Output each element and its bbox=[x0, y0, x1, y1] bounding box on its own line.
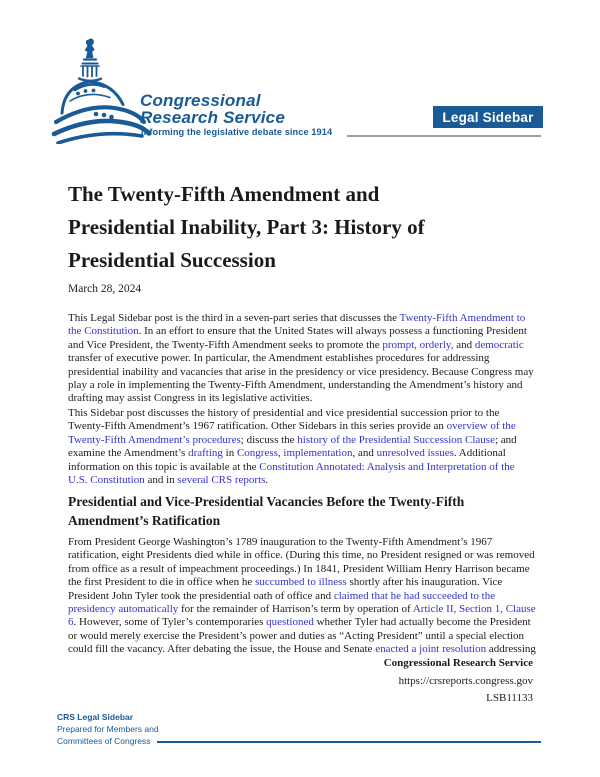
inline-link[interactable]: prompt, bbox=[382, 338, 417, 351]
inline-link[interactable]: questioned bbox=[266, 616, 314, 629]
org-line2: Research Service bbox=[140, 108, 285, 127]
legal-sidebar-badge: Legal Sidebar bbox=[433, 106, 543, 128]
inline-link[interactable]: several CRS reports bbox=[177, 474, 266, 487]
series-overview-paragraph bbox=[68, 407, 536, 487]
publication-date: March 28, 2024 bbox=[68, 283, 142, 295]
report-number: LSB11133 bbox=[486, 692, 533, 704]
paragraph-text: . Additional information on this topic is available at the bbox=[68, 447, 506, 473]
paragraph-text: . However, some of Tyler’s contemporaries bbox=[73, 616, 267, 629]
paragraph-text: . bbox=[265, 474, 269, 487]
product-line1: Prepared for Members and bbox=[57, 724, 159, 734]
inline-link[interactable]: Constitution Annotated: Analysis and Interpretation of the U.S. Constitution bbox=[68, 460, 515, 487]
inline-link[interactable]: Twenty-Fifth Amendment to the Constitution bbox=[68, 312, 526, 338]
inline-link[interactable]: enacted a joint resolution bbox=[375, 643, 487, 656]
capitol-dome-icon bbox=[38, 36, 153, 144]
header-divider bbox=[347, 135, 541, 137]
history-paragraph bbox=[68, 536, 536, 657]
intro-paragraph bbox=[68, 312, 536, 406]
paragraph-text: From President George Washington’s 1789 inauguration to the Twenty-Fifth Amendment’s 1967 ratification, eight Presidents died while in office. (During this time, no President resigned or was removed from office as a result of impeachment proceedings.) In 1841, President William Henry Harrison became the first President to die in office when he bbox=[68, 536, 535, 589]
title-line: Presidential Inability, Part 3: History of bbox=[68, 215, 425, 239]
statue-of-freedom bbox=[85, 38, 95, 58]
paragraph-text: This Sidebar post discusses the history of presidential and vice presidential succession prior to the Twenty-Fifth Amendment’s 1967 ratification. Other Sidebars in this series provide an bbox=[68, 407, 500, 433]
page-title bbox=[68, 178, 568, 277]
inline-link[interactable]: Article II, Section 1, Clause 6 bbox=[68, 603, 536, 629]
paragraph-text: in bbox=[222, 447, 237, 460]
paragraph-text: , bbox=[277, 447, 284, 460]
paragraph-text: , and bbox=[352, 447, 377, 460]
paragraph-text: This Legal Sidebar post is the third in a seven-part series that discusses the bbox=[68, 312, 400, 324]
inline-link[interactable]: democratic bbox=[474, 338, 524, 351]
footer-divider bbox=[157, 741, 541, 743]
inline-link[interactable]: Congress bbox=[236, 447, 278, 460]
report-footer bbox=[68, 655, 533, 708]
paragraph-text: whether Tyler had actually become the President or would merely exercise the President’s power and duties as “Acting President” until a special election could fill the vacancy. After debating the issue, the House and Senate bbox=[68, 616, 531, 656]
section-heading-line: Presidential and Vice-Presidential Vacancies Before the Twenty-Fifth bbox=[68, 494, 465, 509]
inline-link[interactable]: history of the Presidential Succession Clause bbox=[297, 433, 495, 446]
inline-link[interactable]: unresolved issues bbox=[376, 447, 454, 460]
paragraph-text: ; and examine the Amendment’s bbox=[68, 433, 517, 460]
section-heading bbox=[68, 492, 568, 530]
org-tagline: Informing the legislative debate since 1914 bbox=[141, 127, 333, 137]
title-line: Presidential Succession bbox=[68, 248, 276, 272]
inline-link[interactable]: succumbed to illness bbox=[255, 576, 347, 589]
inline-link[interactable]: claimed that he had succeeded to the presidency automatically bbox=[68, 589, 496, 616]
footer-url-link[interactable]: https://crsreports.congress.gov bbox=[398, 674, 533, 687]
paragraph-text: . In an effort to ensure that the United States will always possess a functioning President and Vice President, the Twenty-Fifth Amendment seeks to promote the bbox=[68, 325, 527, 351]
inline-link[interactable]: drafting bbox=[188, 447, 223, 460]
paragraph-text: addressing bbox=[486, 643, 536, 656]
paragraph-text: ; discuss the bbox=[240, 433, 298, 446]
product-line2: Committees of Congress bbox=[57, 736, 151, 746]
paragraph-text: for the remainder of Harrison’s term by operation of bbox=[178, 603, 413, 616]
org-line1: Congressional bbox=[140, 91, 261, 110]
title-line: The Twenty-Fifth Amendment and bbox=[68, 182, 380, 206]
inline-link[interactable]: overview of the Twenty-Fifth Amendment’s procedures bbox=[68, 420, 516, 446]
footer-org-name: Congressional Research Service bbox=[383, 657, 533, 669]
inline-link[interactable]: orderly, bbox=[419, 338, 454, 351]
paragraph-text: and bbox=[453, 338, 475, 351]
org-logotype bbox=[140, 92, 285, 126]
paragraph-text: and in bbox=[144, 474, 178, 487]
product-name: CRS Legal Sidebar bbox=[57, 712, 134, 722]
section-heading-line: Amendment’s Ratification bbox=[68, 513, 221, 528]
paragraph-text: transfer of executive power. In particular, the Amendment establishes procedures for addressing presidential inability and vacancies that arise in the presidency or vice presidency. Because Congress may play a role in implementing the Twenty-Fifth Amendment, understanding the Amendment’s history and drafting may assist Congress in its legislative activities. bbox=[68, 352, 534, 405]
paragraph-text: shortly after his inauguration. Vice President John Tyler took the presidential oath of office and bbox=[68, 576, 503, 602]
product-footer bbox=[57, 711, 541, 747]
inline-link[interactable]: implementation bbox=[283, 447, 353, 460]
